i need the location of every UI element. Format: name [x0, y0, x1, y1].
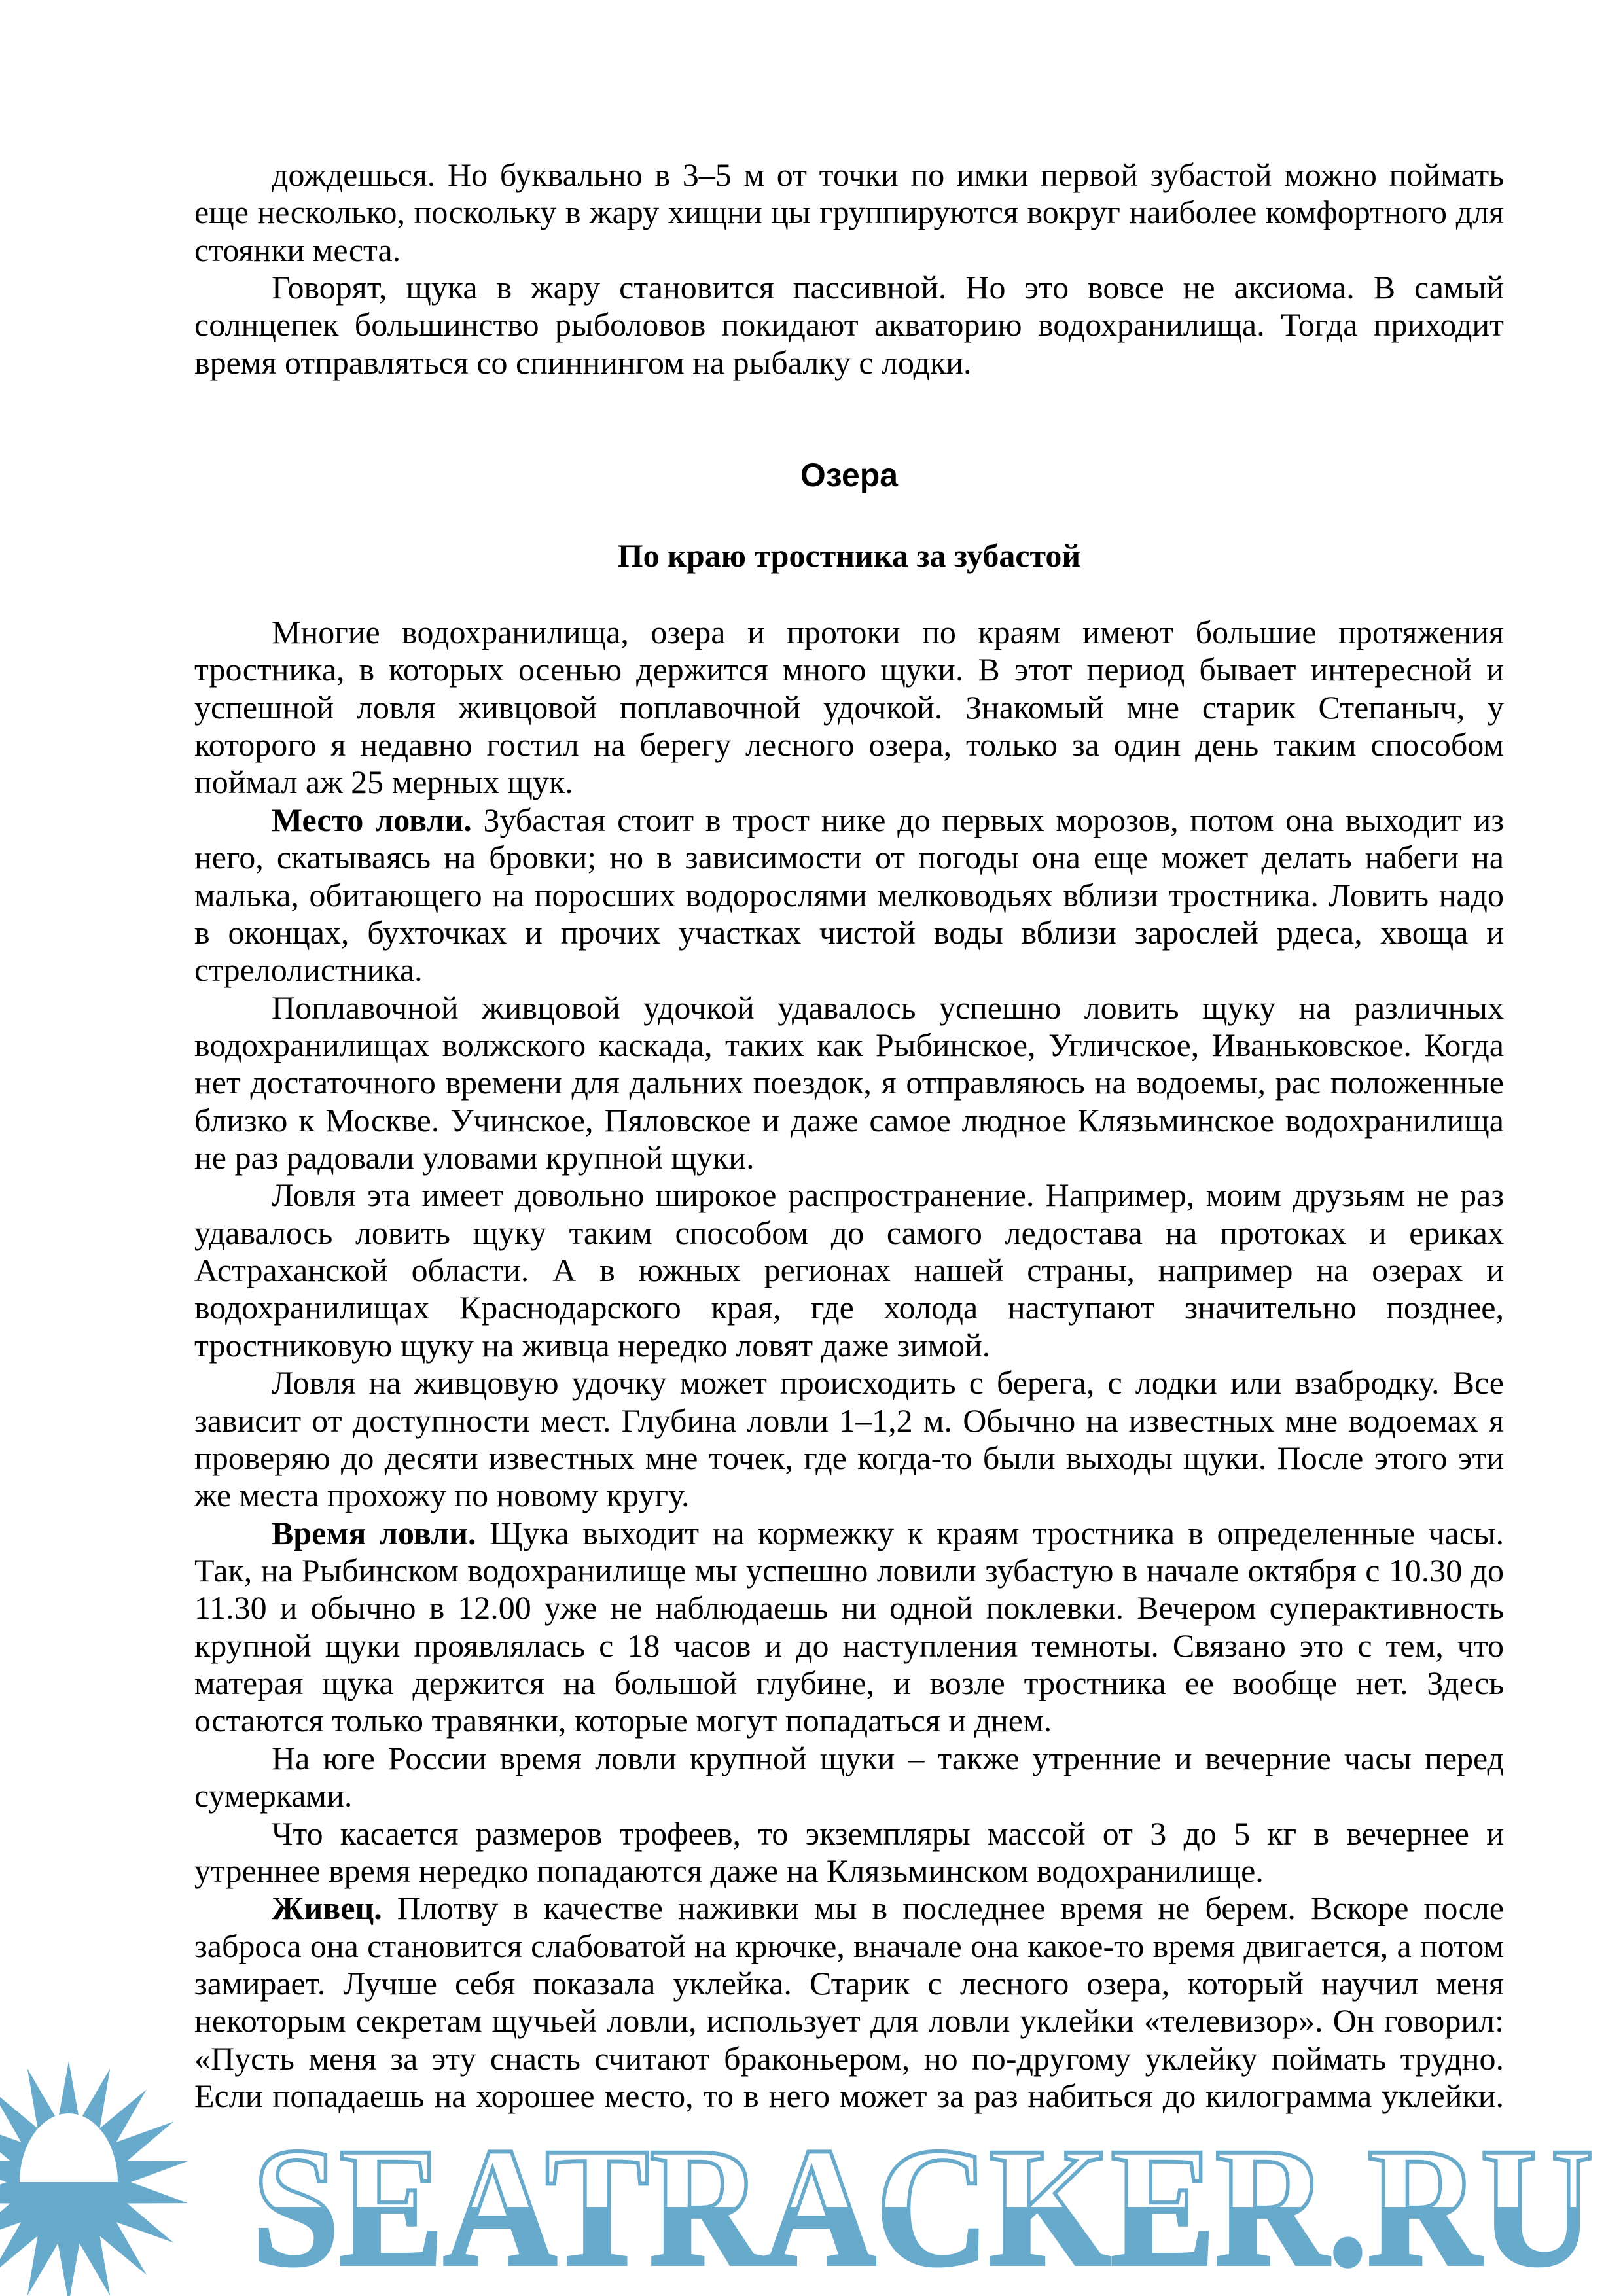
- paragraph: [194, 1364, 1504, 1514]
- line-text: Плотву в качестве наживки мы в последнее время не берем. Вскоре после: [382, 1890, 1504, 1927]
- paragraph: [194, 614, 1504, 802]
- text-line: некоторым секретам щучьей ловли, использует для ловли уклейки «телевизор». Он говорил:: [194, 2002, 1504, 2040]
- paragraph: [194, 269, 1504, 381]
- text-line: стрелолистника.: [194, 951, 423, 989]
- sun-icon: [0, 2061, 188, 2296]
- text-line: крупной щуки проявлялась с 18 часов и до наступления темноты. Связано это с тем, что: [194, 1627, 1504, 1664]
- text-line: Ловля на живцовую удочку может происходить с берега, с лодки или взабродку. Все: [272, 1364, 1504, 1402]
- text-line: водохранилищах волжского каскада, таких как Рыбинское, Угличское, Иваньковское. Когда: [194, 1026, 1504, 1063]
- text-line: стоянки места.: [194, 231, 401, 268]
- text-line: Что касается размеров трофеев, то экземпляры массой от 3 до 5 кг в вечернее и: [272, 1814, 1504, 1852]
- text-line: него, скатываясь на бровки; но в зависимости от погоды она еще может делать набеги на: [194, 839, 1504, 876]
- text-line: тростниковую щуку на живца нередко ловят даже зимой.: [194, 1326, 991, 1364]
- text-line: [194, 1890, 1504, 1927]
- text-line: сумерками.: [194, 1777, 353, 1814]
- text-line: утреннее время нередко попадаются даже на Клязьминском водохранилище.: [194, 1852, 1264, 1889]
- sun-disc: [20, 2113, 118, 2182]
- text-line: Говорят, щука в жару становится пассивной. Но это вовсе не аксиома. В самый: [272, 269, 1504, 306]
- text-line: же места прохожу по новому кругу.: [194, 1477, 690, 1514]
- seatracker-watermark-logo: [0, 2041, 1623, 2296]
- text-line: [194, 1515, 1504, 1552]
- text-line: солнцепек большинство рыболовов покидают акваторию водохранилища. Тогда приходит: [194, 306, 1504, 344]
- text-block-top: [194, 156, 1504, 381]
- paragraph-lead: Место ловли.: [272, 801, 472, 838]
- text-line: поймал аж 25 мерных щук.: [194, 764, 573, 801]
- text-line: близко к Москве. Учинское, Пяловское и даже самое людное Клязьминское водохранилища: [194, 1101, 1504, 1139]
- text-line: еще несколько, поскольку в жару хищни цы группируются вокруг наиболее комфортного для: [194, 194, 1504, 231]
- line-text: Зубастая стоит в трост нике до первых морозов, потом она выходит из: [471, 801, 1504, 838]
- text-line: успешной ловля живцовой поплавочной удочкой. Знакомый мне старик Степаныч, у: [194, 688, 1504, 726]
- text-block-main: [194, 614, 1504, 2115]
- text-line: нет достаточного времени для дальних поездок, я отправляюсь на водоемы, рас положенные: [194, 1064, 1504, 1101]
- text-line: замирает. Лучше себя показала уклейка. Старик с лесного озера, который научил меня: [194, 1964, 1504, 2002]
- paragraph: [194, 1515, 1504, 1740]
- text-line: Астраханской области. А в южных регионах нашей страны, например на озерах и: [194, 1252, 1504, 1289]
- paragraph: [194, 156, 1504, 269]
- text-line: зависит от доступности мест. Глубина ловли 1–1,2 м. Обычно на известных мне водоемах я: [194, 1402, 1504, 1439]
- text-line: заброса она становится слабоватой на крючке, вначале она какое-то время двигается, а потом: [194, 1927, 1504, 1964]
- logo-text: SEATRACKER.RU: [252, 2113, 1594, 2296]
- text-line: дождешься. Но буквально в 3–5 м от точки по имки первой зубастой можно поймать: [272, 156, 1504, 193]
- text-line: матерая щука держится на большой глубине, и возле тростника ее вообще нет. Здесь: [194, 1665, 1504, 1702]
- text-line: [194, 802, 1504, 839]
- paragraph-lead: Время ловли.: [272, 1514, 476, 1551]
- text-line: не раз радовали уловами крупной щуки.: [194, 1139, 755, 1176]
- text-line: удавалось ловить щуку таким способом до самого ледостава на протоках и ериках: [194, 1214, 1504, 1251]
- subsection-title: По краю тростника за зубастой: [617, 537, 1081, 574]
- paragraph: [194, 1740, 1504, 1815]
- text-line: водохранилищах Краснодарского края, где холода наступают значительно позднее,: [194, 1289, 1504, 1326]
- text-line: время отправляться со спиннингом на рыбалку с лодки.: [194, 344, 972, 381]
- paragraph: [194, 1815, 1504, 1890]
- text-line: Так, на Рыбинском водохранилище мы успешно ловили зубастую в начале октября с 10.30 до: [194, 1551, 1504, 1589]
- section-title: Озера: [800, 457, 899, 493]
- line-text: Щука выходит на кормежку к краям тростника в определенные часы.: [476, 1514, 1504, 1551]
- text-line: Ловля эта имеет довольно широкое распространение. Например, моим друзьям не раз: [272, 1176, 1504, 1214]
- text-line: малька, обитающего на поросших водорослями мелководьях вблизи тростника. Ловить надо: [194, 876, 1504, 913]
- text-line: тростника, в которых осенью держится много щуки. В этот период бывает интересной и: [194, 651, 1504, 688]
- text-line: Многие водохранилища, озера и протоки по краям имеют большие протяжения: [272, 614, 1504, 650]
- text-line: проверяю до десяти известных мне точек, где когда-то были выходы щуки. После этого эти: [194, 1439, 1504, 1476]
- paragraph-lead: Живец.: [272, 1890, 382, 1927]
- text-line: в оконцах, бухточках и прочих участках чистой воды вблизи зарослей рдеса, хвоща и: [194, 913, 1504, 951]
- text-line: «Пусть меня за эту снасть считают браконьером, но по-другому уклейку поймать трудно.: [194, 2040, 1504, 2077]
- text-line: которого я недавно гостил на берегу лесного озера, только за один день таким способом: [194, 726, 1504, 764]
- paragraph: [194, 802, 1504, 989]
- paragraph: [194, 989, 1504, 1177]
- text-line: Поплавочной живцовой удочкой удавалось успешно ловить щуку на различных: [272, 989, 1504, 1026]
- paragraph: [194, 1176, 1504, 1364]
- text-line: Если попадаешь на хорошее место, то в него может за раз набиться до килограмма уклейки.: [194, 2077, 1504, 2115]
- text-line: 11.30 и обычно в 12.00 уже не наблюдаешь ни одной поклевки. Вечером суперактивность: [194, 1589, 1504, 1627]
- text-line: остаются только травянки, которые могут попадаться и днем.: [194, 1702, 1052, 1739]
- text-line: На юге России время ловли крупной щуки – также утренние и вечерние часы перед: [272, 1739, 1504, 1776]
